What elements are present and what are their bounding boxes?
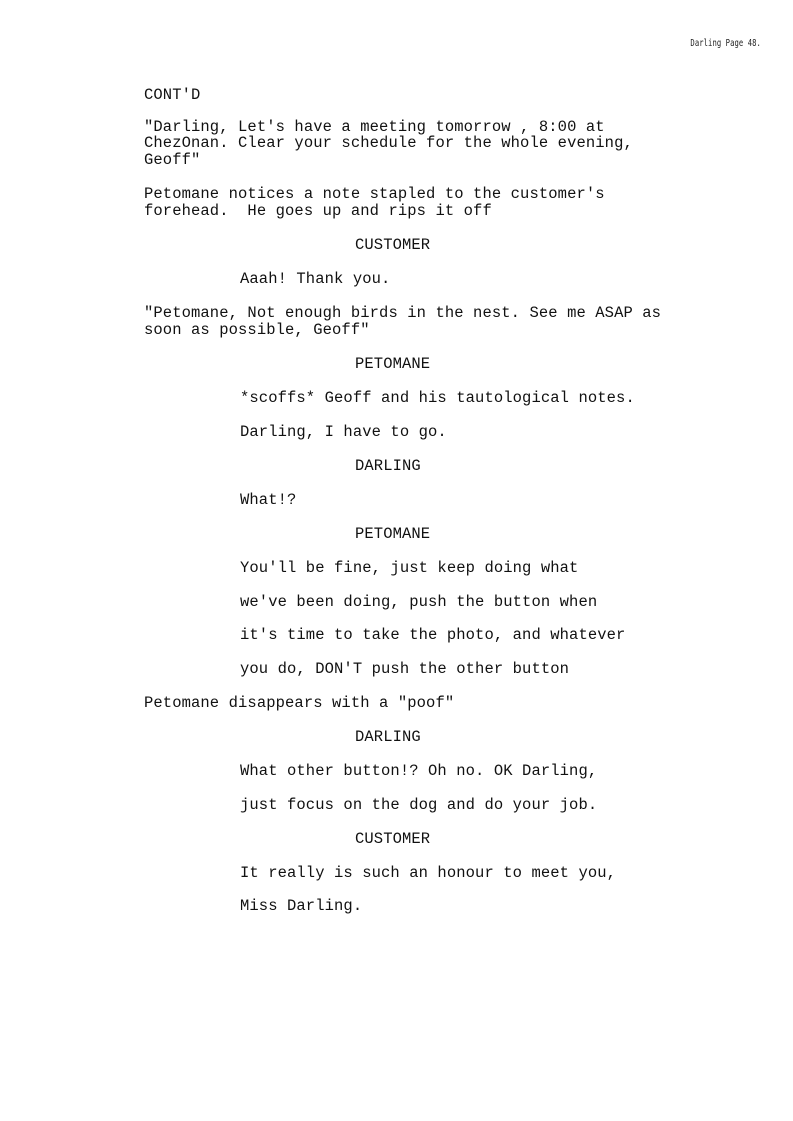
character-cue: DARLING <box>355 728 421 746</box>
character-cue: PETOMANE <box>355 355 431 373</box>
dialogue-line: What!? <box>240 491 297 509</box>
dialogue-line: we've been doing, push the button when <box>240 593 598 611</box>
dialogue-line: Miss Darling. <box>240 897 363 915</box>
note-line: Geoff" <box>144 151 201 169</box>
dialogue-line: You'll be fine, just keep doing what <box>240 559 579 577</box>
character-cue: CUSTOMER <box>355 236 431 254</box>
action-line: Petomane disappears with a "poof" <box>144 694 455 712</box>
note-line: "Petomane, Not enough birds in the nest. See me ASAP as <box>144 304 662 322</box>
dialogue-line: It really is such an honour to meet you, <box>240 864 617 882</box>
action-line: Petomane notices a note stapled to the customer's <box>144 185 605 203</box>
dialogue-line: it's time to take the photo, and whatever <box>240 626 626 644</box>
dialogue-line: you do, DON'T push the other button <box>240 660 570 678</box>
note-line: ChezOnan. Clear your schedule for the whole evening, <box>144 134 633 152</box>
character-cue: PETOMANE <box>355 525 431 543</box>
dialogue-line: *scoffs* Geoff and his tautological notes. <box>240 389 635 407</box>
dialogue-line: just focus on the dog and do your job. <box>240 796 598 814</box>
note-line: soon as possible, Geoff" <box>144 321 370 339</box>
page-number-header: Darling Page 48. <box>690 38 761 49</box>
dialogue-line: Aaah! Thank you. <box>240 270 391 288</box>
note-line: "Darling, Let's have a meeting tomorrow , 8:00 at <box>144 118 605 136</box>
dialogue-line: Darling, I have to go. <box>240 423 447 441</box>
dialogue-line: What other button!? Oh no. OK Darling, <box>240 762 598 780</box>
contd-marker: CONT'D <box>144 86 201 104</box>
character-cue: CUSTOMER <box>355 830 431 848</box>
character-cue: DARLING <box>355 457 421 475</box>
action-line: forehead. He goes up and rips it off <box>144 202 492 220</box>
